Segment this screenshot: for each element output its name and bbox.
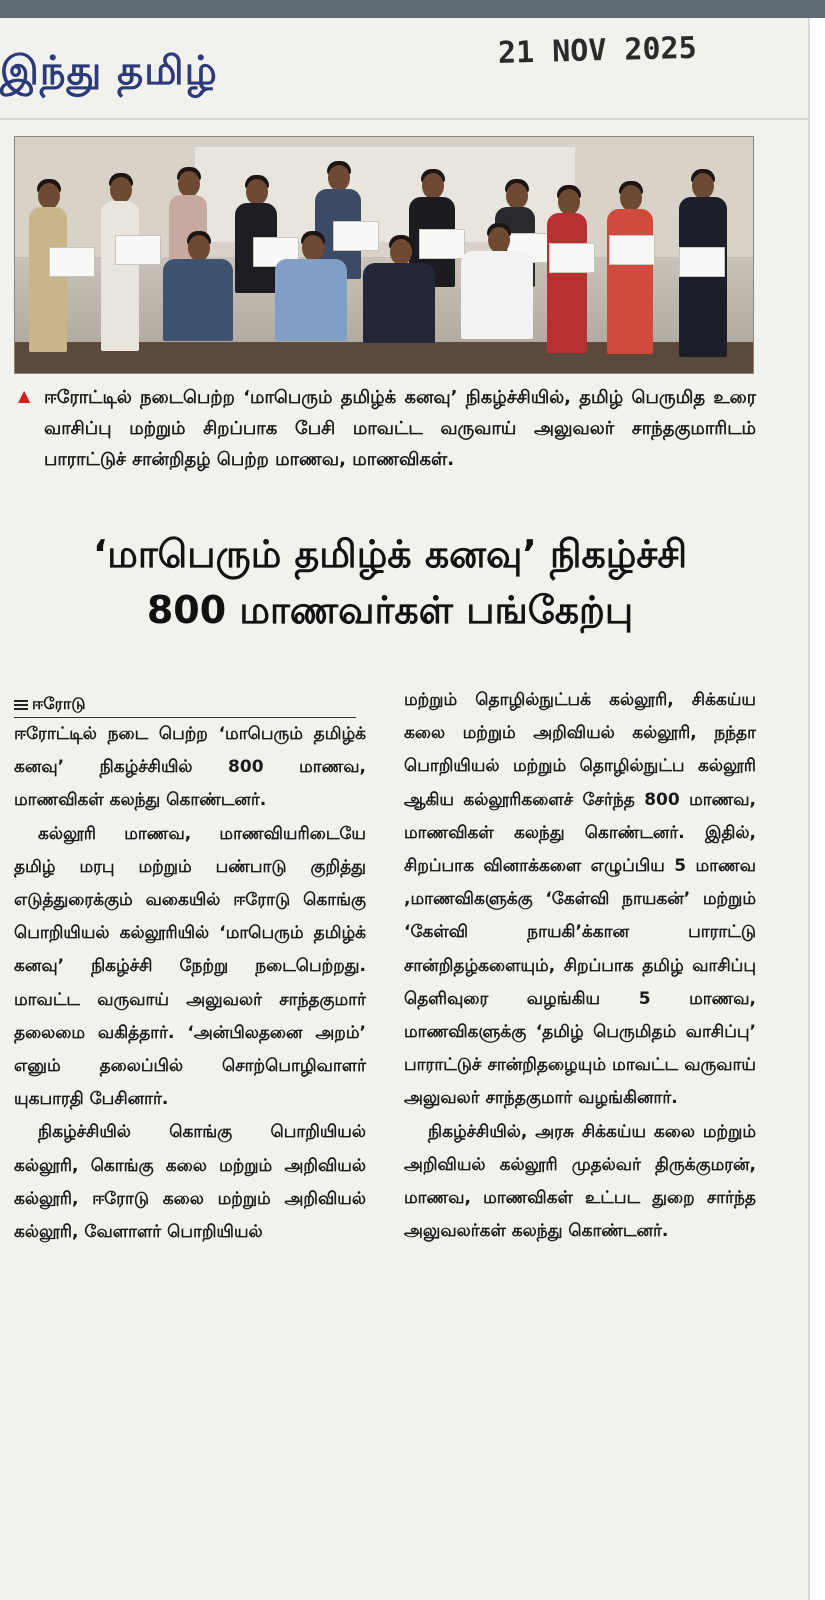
masthead: இந்து தமிழ் (0, 48, 218, 94)
article-column-right (404, 684, 756, 1248)
dateline-place: ஈரோடு (32, 694, 86, 713)
photo-caption: ஈரோட்டில் நடைபெற்ற ‘மாபெரும் தமிழ்க் கனவு’ நிகழ்ச்சியில், தமிழ் பெருமித உரை வாசிப்பு மற்றும் சிறப்பாக பேசி மாவட்ட வருவாய் அலுவலர் சாந்தகுமாரிடம் பாராட்டுச் சான்றிதழ் பெற்ற மாணவ, மாணவிகள். (44, 387, 756, 470)
top-bar (0, 0, 825, 18)
headline (14, 526, 766, 638)
paragraph: ஈரோட்டில் நடை பெற்ற ‘மாபெரும் தமிழ்க் கனவு’ நிகழ்ச்சியில் 800 மாணவ, மாணவிகள் கலந்து கொண்டனர். (14, 724, 366, 811)
article-column-left (14, 718, 366, 1249)
publication-date: 21 NOV 2025 (497, 30, 698, 71)
dateline (14, 694, 356, 718)
caption-arrow-icon: ▲ (18, 386, 31, 405)
clip-divider (0, 118, 808, 120)
news-photo (14, 136, 754, 374)
dateline-bars-icon (14, 700, 28, 710)
headline-line-1: ‘மாபெரும் தமிழ்க் கனவு’ நிகழ்ச்சி (92, 532, 688, 576)
paragraph: கல்லூரி மாணவ, மாணவியரிடையே தமிழ் மரபு மற்றும் பண்பாடு குறித்து எடுத்துரைக்கும் வகையில் ஈரோடு கொங்கு பொறியியல் கல்லூரியில் ‘மாபெரும் தமிழ்க் கனவு’ நிகழ்ச்சி நேற்று நடைபெற்றது. மாவட்ட வருவாய் அலுவலர் சாந்தகுமார் தலைமை வகித்தார். ‘அன்பிலதனை அறம்’ எனும் தலைப்பில் சொற்பொழிவாளர் யுகபாரதி பேசினார். (14, 823, 366, 1110)
paragraph: நிகழ்ச்சியில், அரசு சிக்கய்ய கலை மற்றும் அறிவியல் கல்லூரி முதல்வர் திருக்குமரன், மாணவ, மாணவிகள் உட்பட துறை சார்ந்த அலுவலர்கள் கலந்து கொண்டனர். (404, 1121, 756, 1242)
headline-line-2: 800 மாணவர்கள் பங்கேற்பு (146, 588, 634, 632)
paragraph: மற்றும் தொழில்நுட்பக் கல்லூரி, சிக்கய்ய கலை மற்றும் அறிவியல் கல்லூரி, நந்தா பொறியியல் மற்றும் தொழில்நுட்ப கல்லூரி ஆகிய கல்லூரிகளைச் சேர்ந்த 800 மாணவ, மாணவிகள் கலந்து கொண்டனர். இதில், சிறப்பாக வினாக்களை எழுப்பிய 5 மாணவ ,மாணவிகளுக்கு ‘கேள்வி நாயகன்’ மற்றும் ‘கேள்வி நாயகி’க்கான பாராட்டு சான்றிதழ்களையும், சிறப்பாக தமிழ் வாசிப்பு தெளிவுரை வழங்கிய 5 மாணவ, மாணவிகளுக்கு ‘தமிழ் பெருமிதம் வாசிப்பு’ பாராட்டுச் சான்றிதழையும் மாவட்ட வருவாய் அலுவலர் சாந்தகுமார் வழங்கினார். (404, 690, 756, 1109)
paragraph: நிகழ்ச்சியில் கொங்கு பொறியியல் கல்லூரி, கொங்கு கலை மற்றும் அறிவியல் கல்லூரி, ஈரோடு கலை மற்றும் அறிவியல் கல்லூரி, வேளாளர் பொறியியல் (14, 1122, 366, 1243)
newspaper-clipping (0, 18, 810, 1600)
